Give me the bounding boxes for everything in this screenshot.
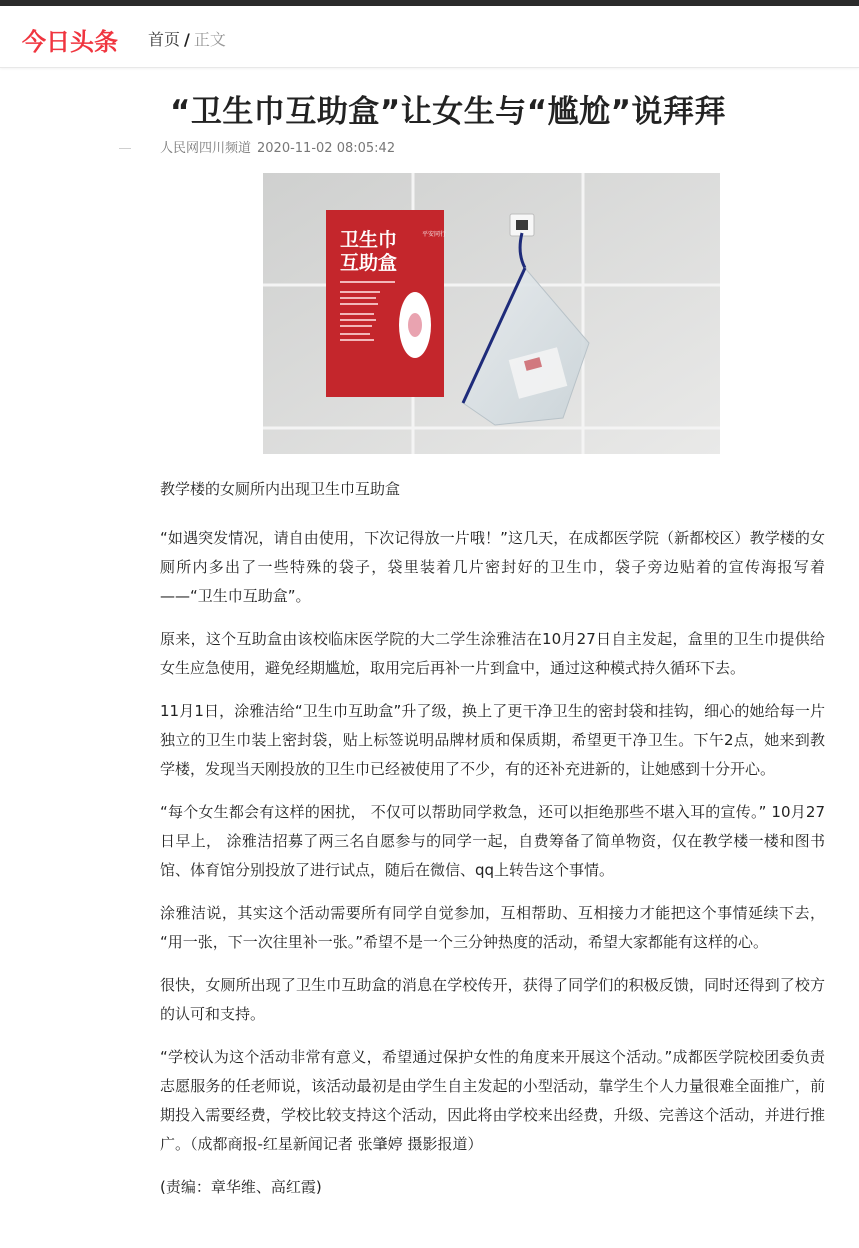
paragraph: “学校认为这个活动非常有意义，希望通过保护女性的角度来开展这个活动。”成都医学院校团委负责志愿服务的任老师说，该活动最初是由学生自主发起的小型活动，靠学生个人力量很难全面推广，前期投入需要经费，学校比较支持这个活动，因此将由学校来出经费，升级、完善这个活动，并进行推广。（成都商报-红星新闻记者 张肇婷 摄影报道） [160, 1048, 825, 1153]
article-photo [263, 173, 720, 454]
paragraph: 很快，女厕所出现了卫生巾互助盒的消息在学校传开，获得了同学们的积极反馈，同时还得到了校方的认可和支持。 [160, 976, 825, 1023]
paragraph: “每个女生都会有这样的困扰， 不仅可以帮助同学救急，还可以拒绝那些不堪入耳的宣传。” 10月27日早上， 涂雅洁招募了两三名自愿参与的同学一起，自费筹备了简单物资，仅在教学楼一楼和图书馆、体育馆分别投放了进行试点，随后在微信、qq上转告这个事情。 [160, 803, 825, 879]
article-datetime: 2020-11-02 08:05:42 [257, 141, 396, 156]
poster-badge: 平安同行 [422, 231, 447, 238]
paragraph: 11月1日，涂雅洁给“卫生巾互助盒”升了级，换上了更干净卫生的密封袋和挂钩，细心的她给每一片独立的卫生巾装上密封袋，贴上标签说明品牌材质和保质期，希望更干净卫生。下午2点，她来到教学楼，发现当天刚投放的卫生巾已经被使用了不少，有的还补充进新的，让她感到十分开心。 [160, 702, 825, 778]
photo-caption: 教学楼的女厕所内出现卫生巾互助盒 [160, 480, 401, 498]
breadcrumb-home-link[interactable]: 首页 [148, 30, 181, 49]
poster-title-line2: 互助盒 [340, 252, 398, 274]
left-divider [119, 148, 131, 149]
poster-title-line1: 卫生巾 [340, 229, 398, 251]
breadcrumb-separator: / [184, 30, 190, 49]
toutiao-logo[interactable]: 今日头条 [22, 28, 118, 56]
paragraph: “如遇突发情况，请自由使用，下次记得放一片哦！”这几天，在成都医学院（新都校区）教学楼的女厕所内多出了一些特殊的袋子，袋里装着几片密封好的卫生巾，袋子旁边贴着的宣传海报写着——“卫生巾互助盒”。 [160, 529, 825, 605]
article-title: “卫生巾互助盒”让女生与“尴尬”说拜拜 [170, 94, 726, 130]
breadcrumb-current: 正文 [193, 30, 226, 49]
article-body [160, 475, 825, 1216]
paragraph: 涂雅洁说，其实这个活动需要所有同学自觉参加，互相帮助、互相接力才能把这个事情延续下去， “用一张，下一次往里补一张。”希望不是一个三分钟热度的活动，希望大家都能有这样的心。 [160, 904, 825, 951]
article-source[interactable]: 人民网四川频道 [160, 141, 252, 156]
editor-note: (责编：章华维、高红霞) [160, 1178, 322, 1196]
restroom-photo-illustration [263, 173, 720, 454]
site-header [0, 6, 859, 68]
breadcrumb [148, 27, 226, 50]
paragraph: 原来，这个互助盒由该校临床医学院的大二学生涂雅洁在10月27日自主发起，盒里的卫生巾提供给女生应急使用，避免经期尴尬，取用完后再补一片到盒中，通过这种模式持久循环下去。 [160, 630, 825, 677]
article-meta [160, 137, 395, 156]
